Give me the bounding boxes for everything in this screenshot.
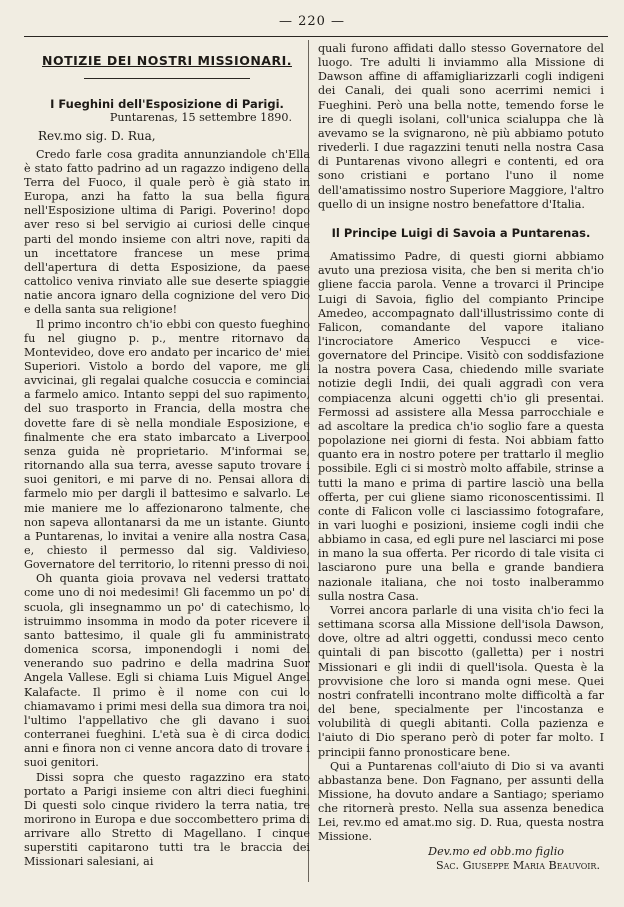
article2-paragraph: Qui a Puntarenas coll'aiuto di Dio si va avanti abbastanza bene. Don Fagnano, per assunti della Missione, ha dovuto andare a Santiago; speriamo che ritornerà presto. Nella sua assenza benedica Lei, rev.mo ed amat.mo sig. D. Rua, questa nostra Missione. (318, 759, 604, 844)
article1-salutation: Rev.mo sig. D. Rua, (38, 129, 156, 144)
article2-signature: Sac. Giuseppe Maria Beauvoir. (435, 858, 600, 872)
masthead-title: NOTIZIE DEI NOSTRI MISSIONARI. (41, 53, 292, 68)
article1-paragraph: Il primo incontro ch'io ebbi con questo fueghino fu nel giugno p. p., mentre ritornavo da Montevideo, dove ero andato per incarico de' miei Superiori. Vistolo a bordo del vapore, me gli avvicinai, gli regalai qualche cosuccia e cominciai a farmelo amico. Intanto seppi del suo rapimento, del suo trasporto in Francia, della mostra che dovette fare di sè nella mondiale Esposizione, e finalmente che era stato imbarcato a Liverpool senza guida nè proprietario. M'informai se, ritornando alla sua terra, avesse saputo trovare i suoi genitori, e mi parve di no. Pensai allora di farmelo mio per dargli il battesimo e salvarlo. Le mie maniere me lo affezionarono talmente, che non sapeva allontanarsi da me un istante. Giunto a Puntarenas, lo invitai a venire alla nostra Casa, e, chiesto il permesso dal sig. Valdivieso, Governatore del territorio, lo ritenni presso di noi. (24, 317, 310, 572)
masthead-rule (84, 78, 250, 79)
header-rule (24, 36, 608, 37)
page-number: — 220 — (278, 14, 346, 29)
article1-title: I Fueghini dell'Esposizione di Parigi. (50, 97, 284, 112)
article1-dateline: Puntarenas, 15 settembre 1890. (109, 111, 292, 125)
article1-paragraph: Oh quanta gioia provava nel vedersi trattato come uno di noi medesimi! Gli facemmo un po' di scuola, gli insegnammo un po' di catechismo, lo istruimmo insomma in modo da poter ricevere il santo battesimo, il quale gli fu amministrato domenica scorsa, imponendogli i nomi del venerando suo padrino e della madrina Suor Angela Vallese. Egli si chiama Luis Miguel Angel Kalafacte. Il primo è il nome con cui lo chiamavamo i primi mesi della sua dimora tra noi, l'ultimo l'appellativo che gli davano i suoi conterranei fueghini. L'età sua è di circa dodici anni e finora non ci venne ancora dato di trovare i suoi genitori. (24, 572, 310, 770)
article2-paragraph: Amatissimo Padre, di questi giorni abbiamo avuto una preziosa visita, che ben si merita ch'io gliene faccia parola. Venne a trovarci il Principe Luigi di Savoia, figlio del compianto Principe Amedeo, accompagnato dall'illustrissimo conte di Falicon, comandante del vapore italiano l'incrociatore Americo Vespucci e vice-governatore del Principe. Visitò con soddisfazione la nostra povera Casa, chiedendo mille svariate notizie degli Indii, dei quali aggradì con vera compiacenza alcuni oggetti ch'io gli presentai. Fermossi ad assistere alla Messa parrocchiale e ad ascoltare la predica ch'io soglio fare a questa popolazione nei giorni di festa. Noi abbiam fatto quanto era in nostro potere per trattarlo il meglio possibile. Egli ci si mostrò molto affabile, strinse a tutti la mano e prima di partire lasciò una bella offerta, per cui gliene siamo riconoscentissimi. Il conte di Falicon volle ci lasciassimo fotografare, in vari luoghi e posizioni, insieme cogli indii che abbiamo in casa, ed egli pure nel lasciarci mi pose in mano la sua offerta. Per ricordo di tale visita ci lasciarono pure una bella e grande bandiera nazionale italiana, che noi tosto inalberammo sulla nostra Casa. (318, 250, 604, 603)
left-column (24, 42, 310, 870)
article2-title: Il Principe Luigi di Savoia a Puntarenas. (331, 225, 591, 240)
article1-paragraph: Dissi sopra che questo ragazzino era stato portato a Parigi insieme con altri dieci fueghini. Di questi solo cinque rividero la terra natia, tre morirono in Europa e due soccombettero prima di arrivare allo Stretto di Magellano. I cinque superstiti capitarono tutti tra le braccia dei Missionari salesiani, ai (24, 770, 310, 869)
article2-paragraph: Vorrei ancora parlarle di una visita ch'io feci la settimana scorsa alla Missione dell'isola Dawson, dove, oltre ad altri oggetti, condussi meco cento quintali di pan biscotto (galletta) per i nostri Missionari e gli indii di quell'isola. Questa è la provvisione che loro si manda ogni mese. Quei nostri confratelli incontrano molte difficoltà a far del bene, specialmente per l'incostanza e volubilità di quegli abitanti. Colla pazienza e l'aiuto di Dio sperano però di poter far molto. I principii fanno pronosticare bene. (318, 603, 604, 759)
article1-paragraph: Credo farle cosa gradita annunziandole ch'Ella è stato fatto padrino ad un ragazzo indigeno della Terra del Fuoco, il quale però è già stato in Europa, anzi ha fatto la sua bella figura nell'Esposizione ultima di Parigi. Poverino! dopo aver reso si bel servigio ai curiosi delle cinque parti del mondo insieme con altri nove, rapiti da un incettatore francese un mese prima dell'apertura di detta Esposizione, da paese cattolico veniva rinviato alle sue deserte spiaggie natie ancora ignaro della cognizione del vero Dio e della santa sua religione! (24, 147, 310, 317)
article2-closing: Dev.mo ed obb.mo figlio (428, 844, 564, 858)
right-column (318, 42, 604, 873)
article1-continuation: quali furono affidati dallo stesso Governatore del luogo. Tre adulti li inviammo alla Missione di Dawson affine di affamigliarizzarli cogli indigeni dei Canali, dei quali sono acerrimi nemici i Fueghini. Però una bella notte, temendo forse le ire di quegli isolani, coll'unica scialuppa che là avevamo se la svignarono, nè più abbiamo potuto rivederli. I due ragazzini tenuti nella nostra Casa di Puntarenas vivono allegri e contenti, ed ora sono cristiani e portano l'uno il nome dell'amatissimo nostro Superiore Maggiore, l'altro quello di un insigne nostro benefattore d'Italia. (318, 42, 604, 211)
